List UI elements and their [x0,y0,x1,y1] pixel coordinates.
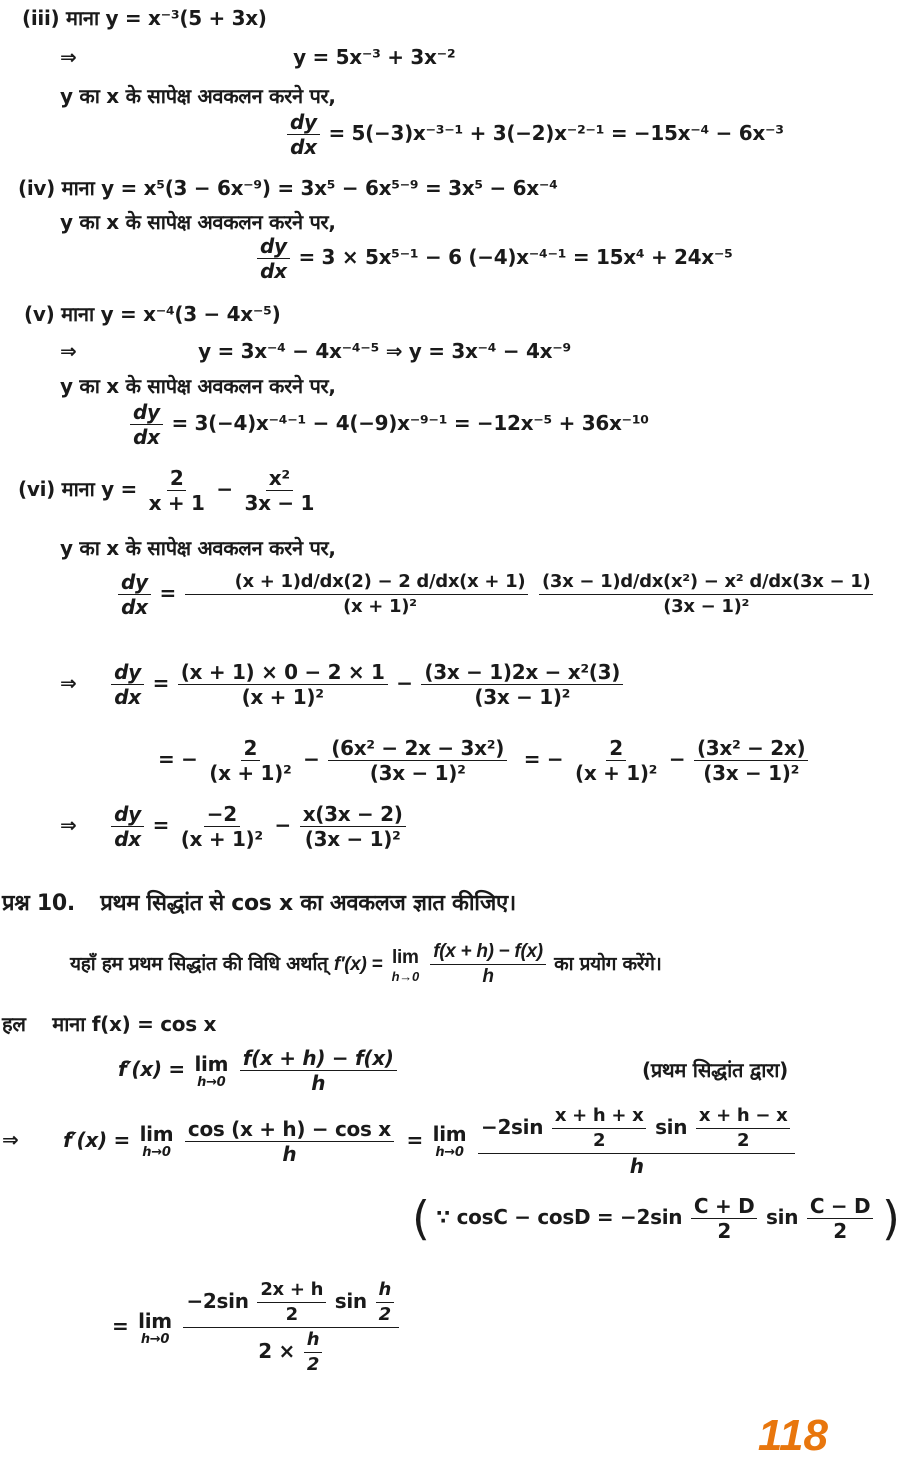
part-v-deriv-value: = 3(−4)x⁻⁴⁻¹ − 4(−9)x⁻⁹⁻¹ = −12x⁻⁵ + 36x⁻¹⁰ [171,411,649,435]
part-iii-equation: माना y = x⁻³(5 + 3x) [66,6,267,30]
q10-hint: यहाँ हम प्रथम सिद्धांत की विधि अर्थात् f′(x) = lim h→0 $\frac{f(x + h) - f(x)}{h}$ का प्रयोग करेंगे। [70,941,662,987]
fraction: $\frac{C + D}{2}$ [691,1194,757,1243]
part-iii-step1: y = 5x⁻³ + 3x⁻² [293,45,456,69]
implies-symbol: ⇒ [60,671,77,695]
part-v-let [24,302,280,326]
fraction: $\frac{2}{\text{(x + 1)²}}$ [209,736,292,785]
differentiate-text: y का x के सापेक्ष अवकलन करने पर, [60,374,336,398]
fraction: $\frac{C - D}{2}$ [807,1194,873,1243]
by-first-principle-note: (प्रथम सिद्धांत द्वारा) [642,1058,789,1082]
part-iii-let [22,6,267,30]
fraction: $\frac{\text{(3x − 1)2x − x²(3)}}{\text{(3x − 1)²}}$ [421,660,623,709]
part-v-equation: माना y = x⁻⁴(3 − 4x⁻⁵) [61,302,281,326]
dy-dx: $\frac{dy}{dx}$ [287,110,320,159]
part-label: (vi) [18,477,55,501]
cos-difference-identity: ( ∵ cosC − cosD = −2sin $\frac{C + D}{2}$ sin $\frac{C - D}{2}$ ) [412,1191,900,1246]
part-iii-step [60,45,455,69]
question-text: प्रथम सिद्धांत से cos x का अवकलज ज्ञात कीजिए। [100,891,516,916]
part-v-step1: y = 3x⁻⁴ − 4x⁻⁴⁻⁵ ⇒ y = 3x⁻⁴ − 4x⁻⁹ [198,339,571,363]
identity-text: ∵ cosC − cosD = −2sin [436,1205,683,1229]
limit: lim h→0 [391,946,419,984]
part-label: (iii) [22,6,60,30]
hint-prefix: यहाँ हम प्रथम सिद्धांत की विधि अर्थात् [70,953,328,975]
fraction: $\frac{f(x + h) - f(x)}{h}$ [240,1046,397,1095]
part-vi-final: ⇒ $\frac{dy}{dx}$ = $\frac{-2}{\text{(x + 1)²}}$ − $\frac{x(3x - 2)}{\text{(3x − 1)²}}$ [60,802,408,851]
part-vi-step1: ⇒ $\frac{dy}{dx}$ = $\frac{(x + 1) \times 0 - 2 \times 1}{\text{(x + 1)²}}$ − $\frac{\text{(3x − 1)2x − x²(3)}}{\text{(3x − 1)²}}$ [60,660,625,709]
differentiate-text: y का x के सापेक्ष अवकलन करने पर, [60,536,336,560]
fraction: $\frac{f(x + h) - f(x)}{h}$ [430,940,546,989]
implies-symbol: ⇒ [60,813,77,837]
fraction: −2sin $\frac{2x + h}{2}$ sin $\frac{h}{2}$ 2 × $\frac{h}{2}$ [183,1278,399,1377]
dy-dx: $\frac{dy}{dx}$ [111,802,144,851]
limit: lim h→0 [139,1122,174,1160]
dy-dx: $\frac{dy}{dx}$ [111,660,144,709]
part-vi-let: (vi) माना y = $\frac{2}{x + 1}$ − $\frac{\text{x²}}{3x - 1}$ [18,466,319,515]
limit: lim h→0 [138,1308,172,1347]
part-v-step [60,339,571,363]
fraction: −2sin $\frac{x + h + x}{2}$ sin $\frac{x + h - x}{2}$ h [478,1104,795,1178]
fraction: $\frac{\text{cos (x + h) − cos x}}{h}$ [185,1117,394,1166]
dy-dx: $\frac{dy}{dx}$ [257,234,290,283]
fraction: $\frac{-2}{\text{(x + 1)²}}$ [180,802,263,851]
differentiate-text: y का x के सापेक्ष अवकलन करने पर, [60,210,336,234]
fraction: $\frac{2}{\text{(x + 1)²}}$ [575,736,658,785]
question-10-heading [2,892,516,916]
hint-suffix: का प्रयोग करेंगे। [554,953,662,975]
part-iv-derivative [255,234,733,283]
question-number: प्रश्न 10. [2,891,75,916]
solution-label: हल [2,1012,26,1036]
dy-dx: $\frac{dy}{dx}$ [118,570,151,619]
fraction: $\frac{(x + 1) \times 0 - 2 \times 1}{\text{(x + 1)²}}$ [178,660,388,709]
q10-first-principle: f′(x) = lim h→0 $\frac{f(x + h) - f(x)}{h}$ [118,1046,399,1095]
part-iv-let [18,176,558,200]
implies-symbol: ⇒ [60,339,77,363]
fraction: $\frac{\text{x²}}{3x - 1}$ [244,466,315,515]
fraction: $\frac{\text{(3x² − 2x)}}{\text{(3x − 1)²}}$ [694,736,808,785]
part-vi-step2: = − $\frac{2}{\text{(x + 1)²}}$ − $\frac{\text{(6x² − 2x − 3x²)}}{\text{(3x − 1)²}}$ = − $\frac{2}{\text{(x + 1)²}}$ − $\frac{\text{(3x² − 2x)}}{\text{(3x − 1)²}}$ [158,736,810,785]
fraction: $\frac{x(3x - 2)}{\text{(3x − 1)²}}$ [300,802,406,851]
part-vi-quotient-rule: $\frac{dy}{dx}$ = $\frac{(x + 1)d/dx(2) - 2 d/dx(x + 1)}{\text{(x + 1)²}}$ $\frac{\text{(3x − 1)d/dx(x²) − x² d/dx(3x − 1)}}{\text{(3x − 1)²}}$ [116,570,875,619]
fraction: $\frac{\text{(6x² − 2x − 3x²)}}{\text{(3x − 1)²}}$ [328,736,507,785]
q10-solution-start [2,1012,216,1036]
fraction: $\frac{\text{(3x − 1)d/dx(x²) − x² d/dx(3x − 1)}}{\text{(3x − 1)²}}$ [539,570,874,619]
part-iii-deriv-value: = 5(−3)x⁻³⁻¹ + 3(−2)x⁻²⁻¹ = −15x⁻⁴ − 6x⁻³ [328,121,784,145]
fraction: $\frac{2}{x + 1}$ [148,466,205,515]
part-iv-equation: माना y = x⁵(3 − 6x⁻⁹) = 3x⁵ − 6x⁵⁻⁹ = 3x⁵ − 6x⁻⁴ [61,176,558,200]
fraction: $\frac{(x + 1)d/dx(2) - 2 d/dx(x + 1)}{\text{(x + 1)²}}$ [185,570,529,619]
page-number: 118 [757,1411,828,1460]
part-label: (iv) [18,176,55,200]
implies-symbol: ⇒ [2,1127,19,1152]
q10-let: माना f(x) = cos x [52,1012,217,1036]
part-vi-equation-start: माना y = [61,477,137,501]
limit: lim h→0 [432,1122,467,1160]
part-v-derivative [128,400,649,449]
implies-symbol: ⇒ [60,45,77,69]
part-label: (v) [24,302,55,326]
q10-step1: ⇒ f′(x) = lim h→0 $\frac{\text{cos (x + h) − cos x}}{h}$ = lim h→0 −2sin $\frac{x + h + x}{2}$ sin $\frac{x + h - x}{2}$ h [2,1104,797,1178]
q10-step2: = lim h→0 −2sin $\frac{2x + h}{2}$ sin $\frac{h}{2}$ 2 × $\frac{h}{2}$ [112,1278,401,1377]
part-iii-derivative [285,110,784,159]
differentiate-text: y का x के सापेक्ष अवकलन करने पर, [60,84,336,108]
part-iv-deriv-value: = 3 × 5x⁵⁻¹ − 6 (−4)x⁻⁴⁻¹ = 15x⁴ + 24x⁻⁵ [298,245,733,269]
dy-dx: $\frac{dy}{dx}$ [130,400,163,449]
limit: lim h→0 [194,1051,229,1090]
